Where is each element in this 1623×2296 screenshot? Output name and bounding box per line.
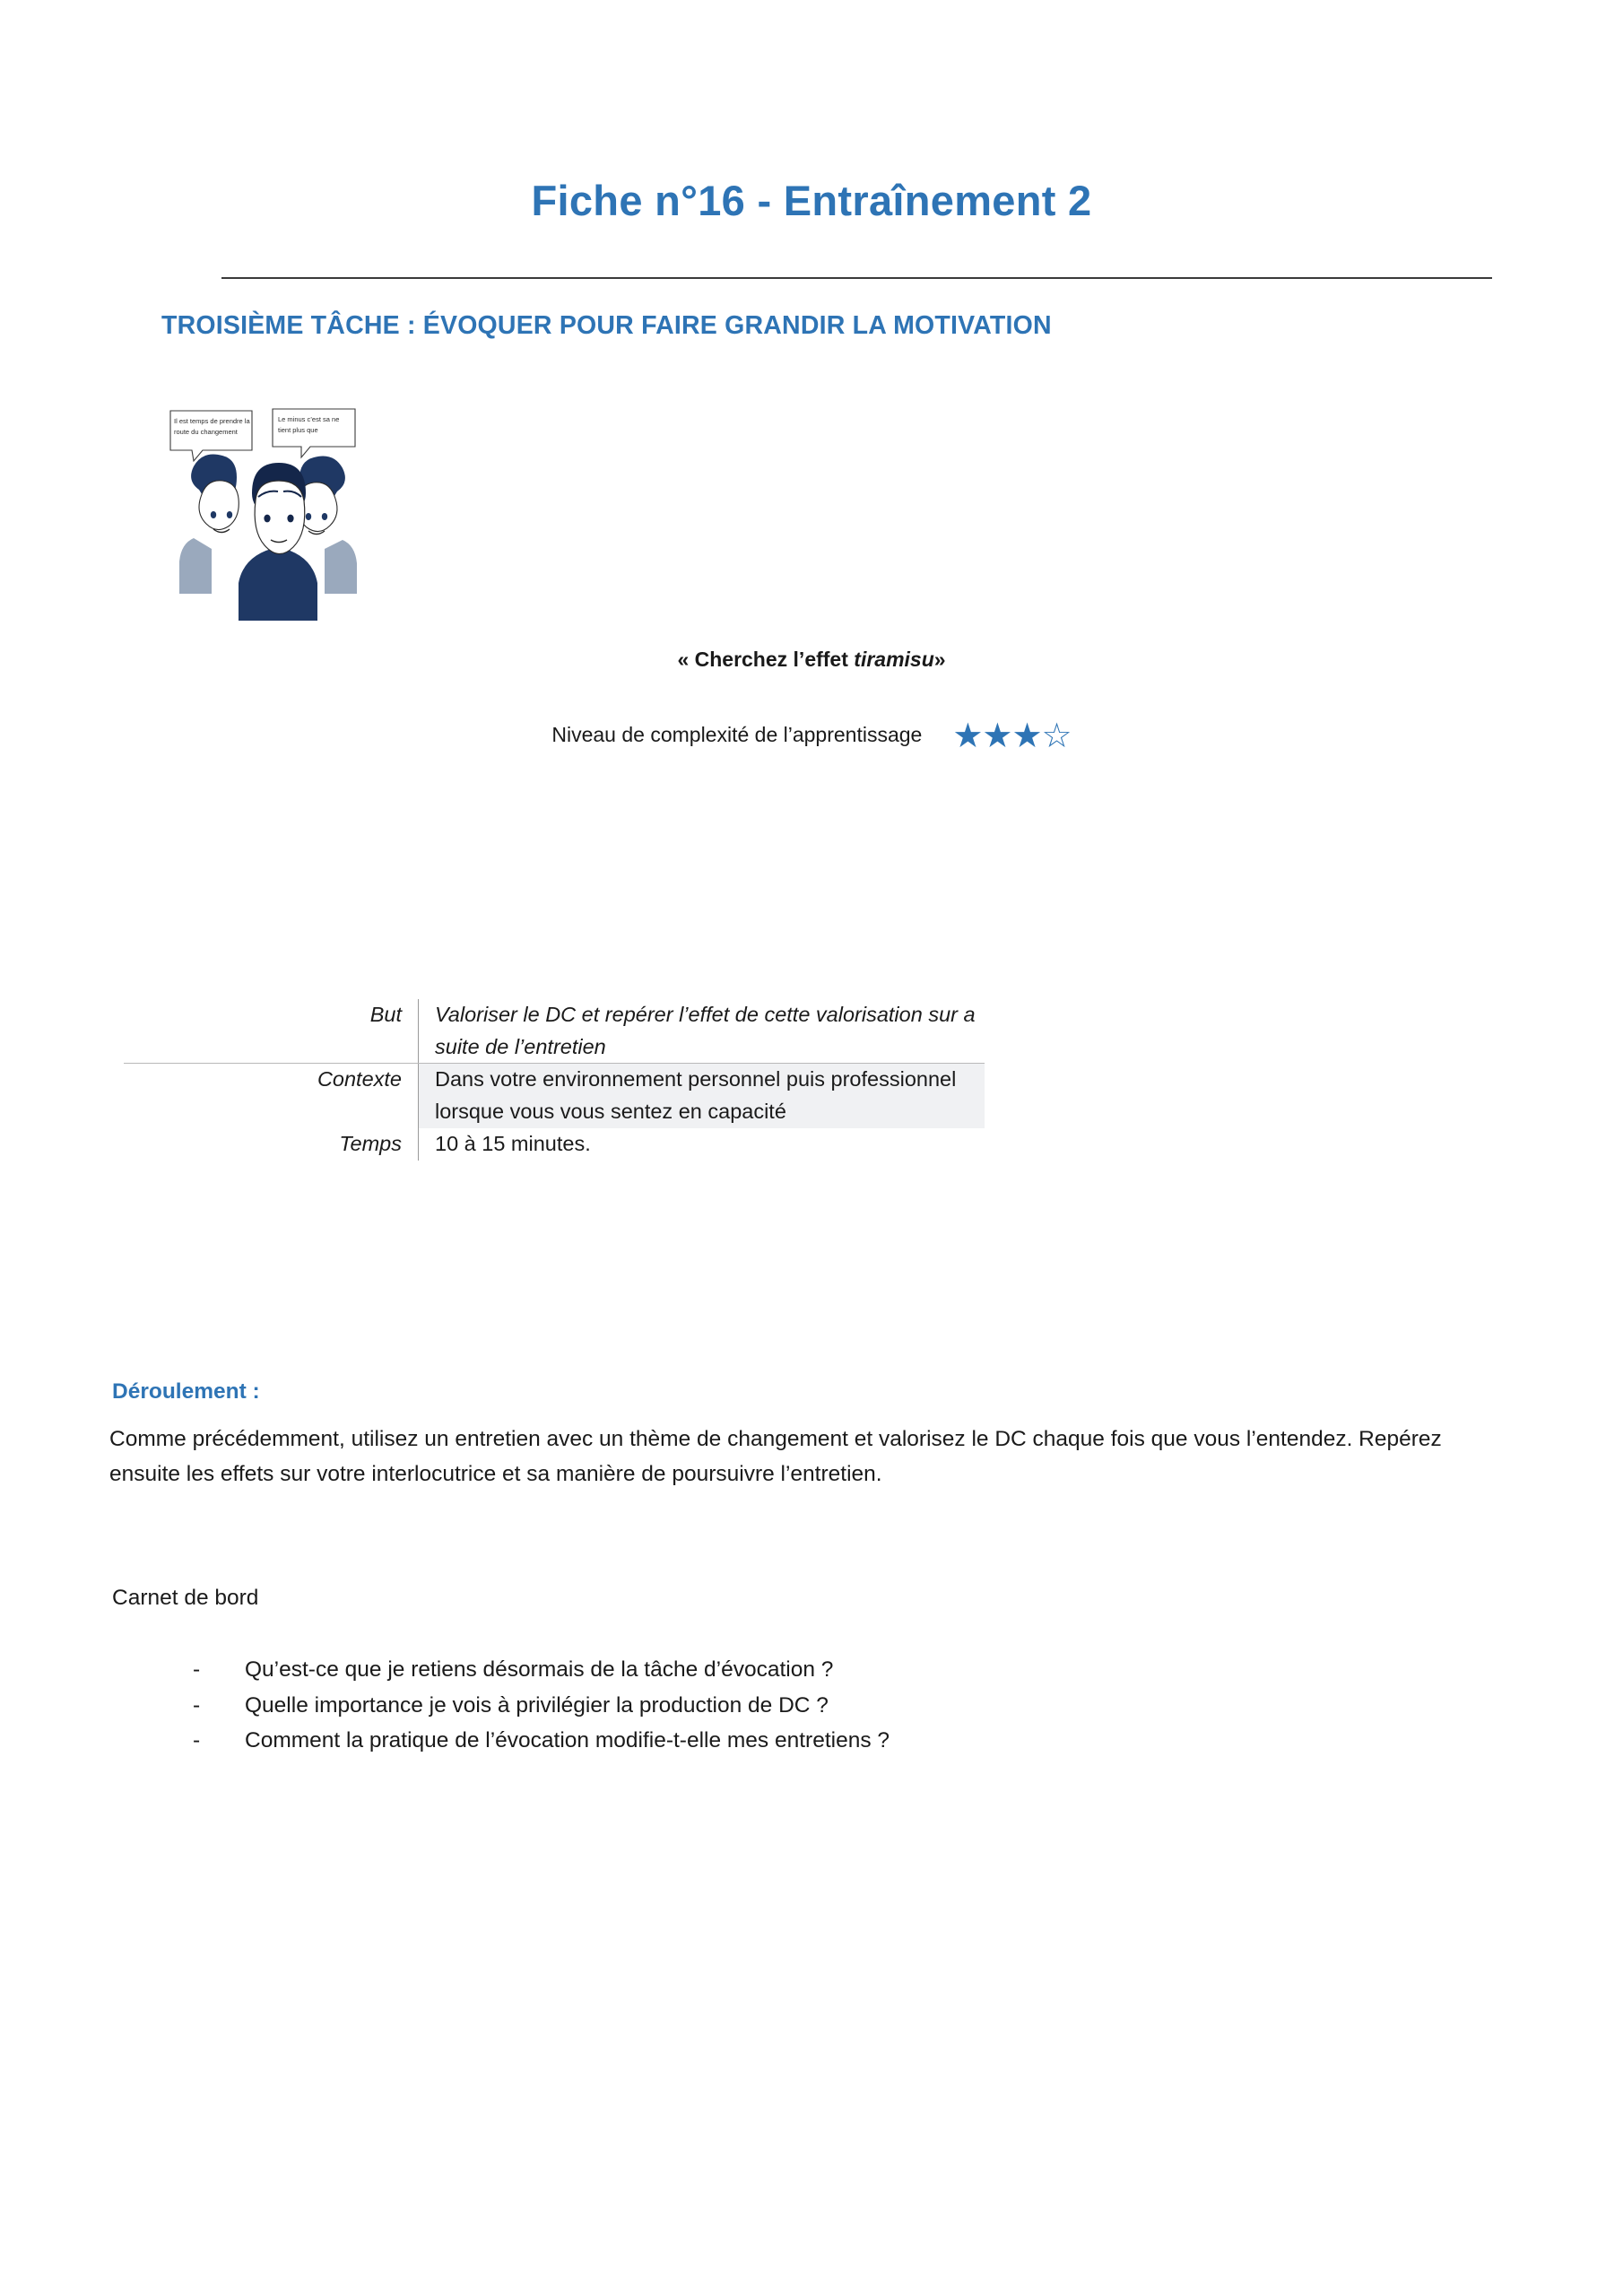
table-row bbox=[124, 1064, 985, 1128]
carnet-list bbox=[193, 1652, 1493, 1759]
table-row bbox=[124, 999, 985, 1064]
complexity-label: Niveau de complexité de l’apprentissage bbox=[551, 722, 923, 746]
quote-suffix: » bbox=[933, 648, 946, 671]
quote-prefix: « Cherchez l’effet bbox=[677, 648, 855, 671]
table-row-value: Dans votre environnement personnel puis professionnel lorsque vous vous sentez en capacité bbox=[419, 1064, 985, 1128]
svg-text:Il est temps de prendre la: Il est temps de prendre la bbox=[174, 417, 250, 425]
table-row-label: Contexte bbox=[124, 1064, 419, 1128]
list-item-text: Quelle importance je vois à privilégier la production de DC ? bbox=[245, 1692, 829, 1718]
list-item bbox=[193, 1652, 1493, 1688]
svg-text:Le minus c’est sa ne: Le minus c’est sa ne bbox=[278, 415, 340, 423]
info-table bbox=[124, 999, 985, 1161]
table-row-label: Temps bbox=[339, 1131, 402, 1155]
table-row-value: 10 à 15 minutes. bbox=[419, 1128, 985, 1161]
list-item-text: Qu’est-ce que je retiens désormais de la tâche d’évocation ? bbox=[245, 1657, 834, 1682]
star-rating-icon: ★★★☆ bbox=[952, 718, 1072, 755]
three-persons-speech-bubbles-icon bbox=[167, 404, 391, 628]
svg-text:tient plus que: tient plus que bbox=[278, 426, 318, 434]
title-divider bbox=[221, 277, 1492, 279]
carnet-heading: Carnet de bord bbox=[112, 1586, 259, 1610]
section-subtitle: TROISIÈME TÂCHE : ÉVOQUER POUR FAIRE GRANDIR LA MOTIVATION bbox=[161, 311, 1052, 340]
table-row bbox=[124, 1128, 985, 1161]
bullet-marker: - bbox=[193, 1692, 201, 1718]
deroulement-body: Comme précédemment, utilisez un entretien avec un thème de changement et valorisez le DC chaque fois que vous l’entendez. Repérez ensuite les effets sur votre interlocutrice et sa manière de poursuivre l’entretien. bbox=[109, 1427, 1442, 1486]
quote-italic: tiramisu bbox=[854, 648, 934, 671]
table-row-value: Valoriser le DC et repérer l’effet de cette valorisation sur a suite de l’entretien bbox=[419, 999, 985, 1064]
list-item bbox=[193, 1723, 1493, 1759]
table-row-label: But bbox=[124, 999, 419, 1064]
list-item bbox=[193, 1688, 1493, 1724]
svg-text:route du changement: route du changement bbox=[174, 428, 238, 436]
complexity-level-row bbox=[0, 718, 1623, 755]
page-title: Fiche n°16 - Entraînement 2 bbox=[531, 177, 1092, 224]
bullet-marker: - bbox=[193, 1728, 201, 1753]
bullet-marker: - bbox=[193, 1657, 201, 1682]
deroulement-heading: Déroulement : bbox=[112, 1379, 260, 1404]
quote-line bbox=[0, 648, 1623, 672]
list-item-text: Comment la pratique de l’évocation modifie-t-elle mes entretiens ? bbox=[245, 1728, 890, 1753]
